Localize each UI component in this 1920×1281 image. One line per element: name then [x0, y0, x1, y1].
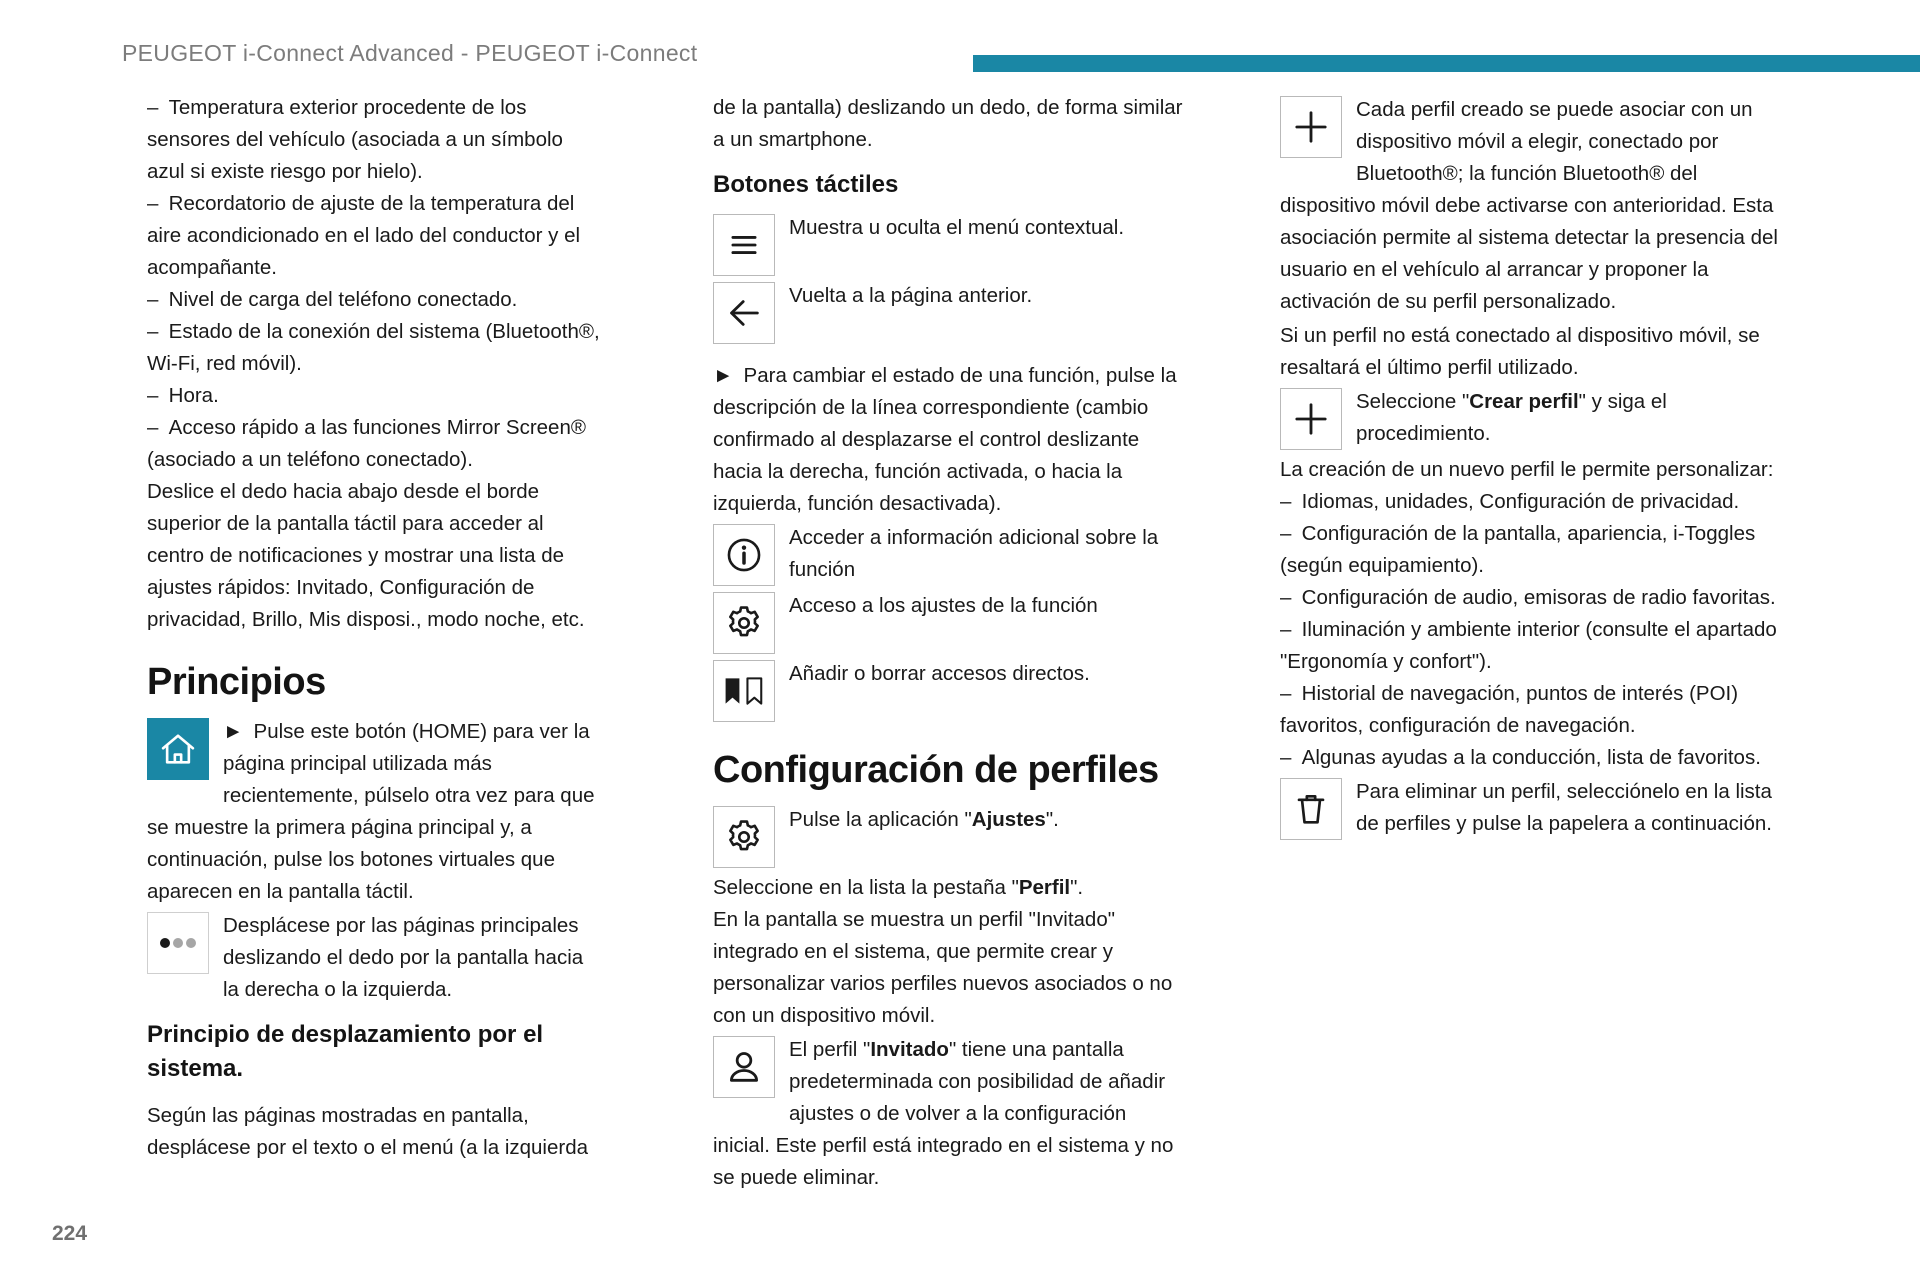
settings-app-row	[713, 804, 1188, 870]
info-button-row	[713, 522, 1188, 588]
header-accent-bar	[973, 55, 1920, 72]
paragraph: El perfil "Invitado" tiene una pantalla predeterminada con posibilidad de añadir ajustes o de volver a la configuración inicial. Este perfil está integrado en el sistema y no se puede eliminar.	[713, 1038, 1174, 1189]
list-item: – Algunas ayudas a la conducción, lista de favoritos.	[1280, 746, 1761, 769]
add-profile-icon	[1280, 388, 1342, 450]
list-item: – Estado de la conexión del sistema (Bluetooth®, Wi-Fi, red móvil).	[147, 320, 600, 375]
back-button-row	[713, 280, 1188, 346]
trash-icon	[1280, 778, 1342, 840]
section-title-principios: Principios	[147, 661, 326, 703]
text-column-right	[1280, 92, 1788, 844]
paragraph: Para eliminar un perfil, selecciónelo en la lista de perfiles y pulse la papelera a continuación.	[1356, 780, 1772, 835]
list-item: – Idiomas, unidades, Configuración de privacidad.	[1280, 490, 1740, 513]
bookmark-icon	[713, 660, 775, 722]
page-dots-icon	[147, 912, 209, 974]
paragraph: Añadir o borrar accesos directos.	[789, 662, 1090, 685]
paragraph: Según las páginas mostradas en pantalla, desplácese por el texto o el menú (a la izquierda	[147, 1104, 589, 1159]
settings-button-row	[713, 590, 1188, 656]
associate-profile-row	[1280, 94, 1788, 318]
shortcuts-button-row	[713, 658, 1188, 724]
user-profile-icon	[713, 1036, 775, 1098]
paragraph: de la pantalla) deslizando un dedo, de forma similar a un smartphone.	[713, 96, 1183, 151]
list-item: – Iluminación y ambiente interior (consulte el apartado "Ergonomía y confort").	[1280, 618, 1777, 673]
paragraph: La creación de un nuevo perfil le permite personalizar:	[1280, 458, 1774, 481]
list-item: – Historial de navegación, puntos de interés (POI) favoritos, configuración de navegación.	[1280, 682, 1739, 737]
menu-button-row	[713, 212, 1188, 278]
home-icon	[147, 718, 209, 780]
page-dots-paragraph	[147, 910, 602, 1006]
paragraph: Deslice el dedo hacia abajo desde el borde superior de la pantalla táctil para acceder al centro de notificaciones y mostrar una lista de ajustes rápidos: Invitado, Configuración de privacidad, Brillo, Mis disposi., modo noche, etc.	[147, 480, 585, 631]
info-icon	[713, 524, 775, 586]
page-header-title: PEUGEOT i-Connect Advanced - PEUGEOT i-Connect	[122, 40, 698, 66]
add-profile-icon	[1280, 96, 1342, 158]
paragraph: Acceso a los ajustes de la función	[789, 594, 1098, 617]
list-item: – Acceso rápido a las funciones Mirror Screen® (asociado a un teléfono conectado).	[147, 416, 586, 471]
paragraph: Acceder a información adicional sobre la función	[789, 526, 1159, 581]
list-item: – Configuración de la pantalla, apariencia, i-Toggles (según equipamiento).	[1280, 522, 1756, 577]
back-arrow-icon	[713, 282, 775, 344]
paragraph: Si un perfil no está conectado al dispositivo móvil, se resaltará el último perfil utilizado.	[1280, 324, 1760, 379]
delete-profile-row	[1280, 776, 1788, 842]
create-profile-row	[1280, 386, 1788, 452]
list-item: – Recordatorio de ajuste de la temperatura del aire acondicionado en el lado del conductor y el acompañante.	[147, 192, 581, 279]
paragraph: Cada perfil creado se puede asociar con un dispositivo móvil a elegir, conectado por Bluetooth®; la función Bluetooth® del dispositivo móvil debe activarse con anterioridad. Esta asociación permite al sistema detectar la presencia del usuario en el vehículo al arrancar y proponer la activación de su perfil personalizado.	[1280, 98, 1778, 313]
home-button-paragraph	[147, 716, 602, 908]
paragraph: Pulse la aplicación "Ajustes".	[789, 808, 1059, 831]
page-number: 224	[52, 1222, 88, 1245]
paragraph: En la pantalla se muestra un perfil "Invitado" integrado en el sistema, que permite crear y personalizar varios perfiles nuevos asociados o no con un dispositivo móvil.	[713, 908, 1173, 1027]
section-title-configuracion-perfiles: Configuración de perfiles	[713, 749, 1159, 791]
paragraph: Seleccione en la lista la pestaña "Perfil".	[713, 876, 1084, 899]
subheading-desplazamiento: Principio de desplazamiento por el sistema.	[147, 1021, 544, 1082]
paragraph: Desplácese por las páginas principales deslizando el dedo por la pantalla hacia la derecha o la izquierda.	[223, 914, 584, 1001]
paragraph: Vuelta a la página anterior.	[789, 284, 1033, 307]
gear-icon	[713, 592, 775, 654]
gear-icon	[713, 806, 775, 868]
paragraph: Muestra u oculta el menú contextual.	[789, 216, 1125, 239]
paragraph: ► Para cambiar el estado de una función, pulse la descripción de la línea correspondiente (cambio confirmado al desplazarse el control deslizante hacia la derecha, función activada, o hacia la izquierda, función desactivada).	[713, 364, 1177, 515]
list-item: – Hora.	[147, 384, 219, 407]
list-item: – Configuración de audio, emisoras de radio favoritas.	[1280, 586, 1776, 609]
text-column-middle	[713, 92, 1188, 1196]
subheading-botones-tactiles: Botones táctiles	[713, 171, 899, 198]
menu-icon	[713, 214, 775, 276]
paragraph: ► Pulse este botón (HOME) para ver la página principal utilizada más recientemente, púlselo otra vez para que se muestre la primera página principal y, a continuación, pulse los botones virtuales que aparecen en la pantalla táctil.	[147, 720, 595, 903]
paragraph: Seleccione "Crear perfil" y siga el procedimiento.	[1356, 390, 1667, 445]
list-item: – Nivel de carga del teléfono conectado.	[147, 288, 518, 311]
list-item: – Temperatura exterior procedente de los sensores del vehículo (asociada a un símbolo azul si existe riesgo por hielo).	[147, 96, 563, 183]
guest-profile-row	[713, 1034, 1188, 1194]
text-column-left	[147, 92, 602, 1164]
